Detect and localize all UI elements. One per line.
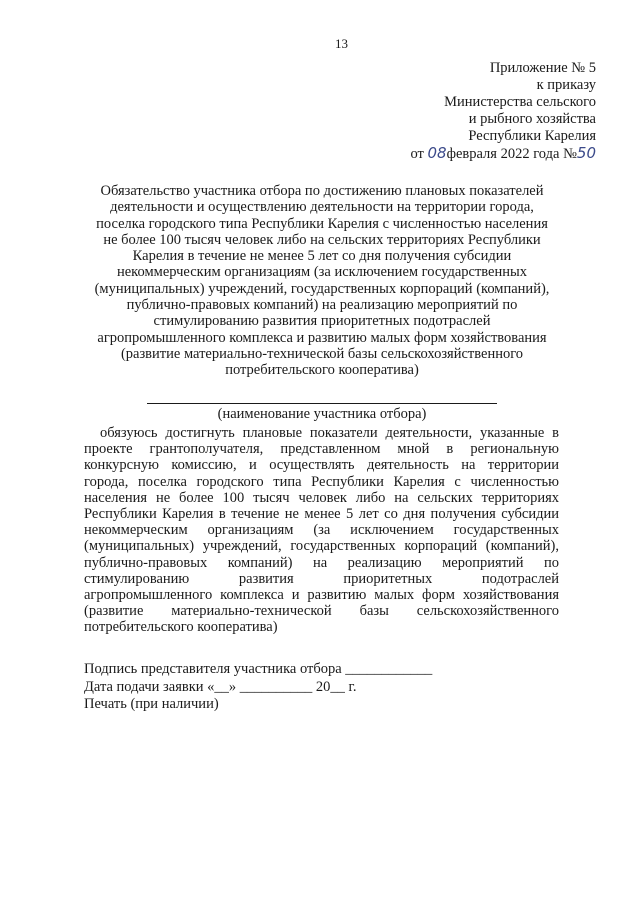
- commitment-body: [84, 425, 559, 636]
- appendix-date-line: [410, 145, 596, 163]
- title-line: Карелия в течение не менее 5 лет со дня получения субсидии: [132, 248, 512, 265]
- page-number: 13: [335, 36, 348, 51]
- date-rest: февраля 2022 года №: [446, 146, 577, 162]
- title-line: поселка городского типа Республики Карелия с численностью населения: [96, 215, 548, 232]
- appendix-header: [410, 60, 596, 163]
- participant-name-blank: [147, 403, 497, 404]
- participant-name-caption: (наименование участника отбора): [217, 406, 427, 422]
- body-line: (муниципальных) учреждений, государственных корпораций (компаний),: [84, 538, 559, 555]
- appendix-order-label: к приказу: [536, 77, 596, 93]
- application-date-line: Дата подачи заявки «__» __________ 20__ г.: [84, 678, 357, 695]
- handwritten-order-number: 50: [576, 144, 596, 162]
- title-line: агропромышленного комплекса и развитию малых форм хозяйствования: [97, 329, 547, 346]
- date-prefix: от: [410, 146, 424, 162]
- body-line: населения не более 100 тысяч человек либо на сельских территориях: [84, 489, 559, 506]
- body-line: города, поселка городского типа Республики Карелия с численностью: [84, 473, 559, 490]
- title-line: деятельности и осуществлению деятельности на территории города,: [110, 199, 534, 216]
- title-line: (развитие материально-технической базы сельскохозяйственного: [120, 345, 524, 362]
- body-line: стимулированию развития приоритетных подотраслей: [84, 570, 559, 587]
- title-line: потребительского кооператива): [225, 362, 419, 379]
- appendix-republic: Республики Карелия: [468, 128, 596, 144]
- title-line: (муниципальных) учреждений, государственных корпораций (компаний),: [94, 280, 550, 297]
- body-line: агропромышленного комплекса и развитию малых форм хозяйствования: [84, 587, 559, 604]
- document-title: [72, 183, 572, 379]
- title-line: публично-правовых компаний) на реализацию мероприятий по: [126, 297, 518, 314]
- signature-block: [84, 661, 432, 714]
- handwritten-day: 08: [427, 144, 447, 162]
- title-line: стимулированию развития приоритетных подотраслей: [153, 313, 491, 330]
- body-line: Республики Карелия в течение не менее 5 лет со дня получения субсидии: [84, 506, 559, 523]
- body-line: (развитие материально-технической базы сельскохозяйственного: [84, 603, 559, 620]
- title-line: некоммерческим организациям (за исключением государственных: [116, 264, 528, 281]
- representative-signature-line: Подпись представителя участника отбора ____________: [84, 661, 433, 677]
- body-line: обязуюсь достигнуть плановые показатели деятельности, указанные в: [100, 425, 559, 441]
- appendix-ministry-line2: и рыбного хозяйства: [468, 111, 596, 127]
- seal-line: Печать (при наличии): [84, 696, 219, 712]
- appendix-number: Приложение № 5: [489, 60, 596, 76]
- title-line: не более 100 тысяч человек либо на сельских территориях Республики: [103, 231, 541, 248]
- body-line: потребительского кооператива): [84, 619, 278, 636]
- body-line: проекте грантополучателя, представленном мной в региональную: [84, 441, 559, 458]
- body-line: конкурсную комиссию, и осуществлять деятельность на территории: [84, 457, 559, 474]
- body-line: публично-правовых компаний) на реализацию мероприятий по: [84, 554, 559, 571]
- appendix-ministry-line1: Министерства сельского: [444, 94, 596, 110]
- title-line: Обязательство участника отбора по достижению плановых показателей: [100, 183, 544, 199]
- body-line: некоммерческим организациям (за исключением государственных: [84, 522, 559, 539]
